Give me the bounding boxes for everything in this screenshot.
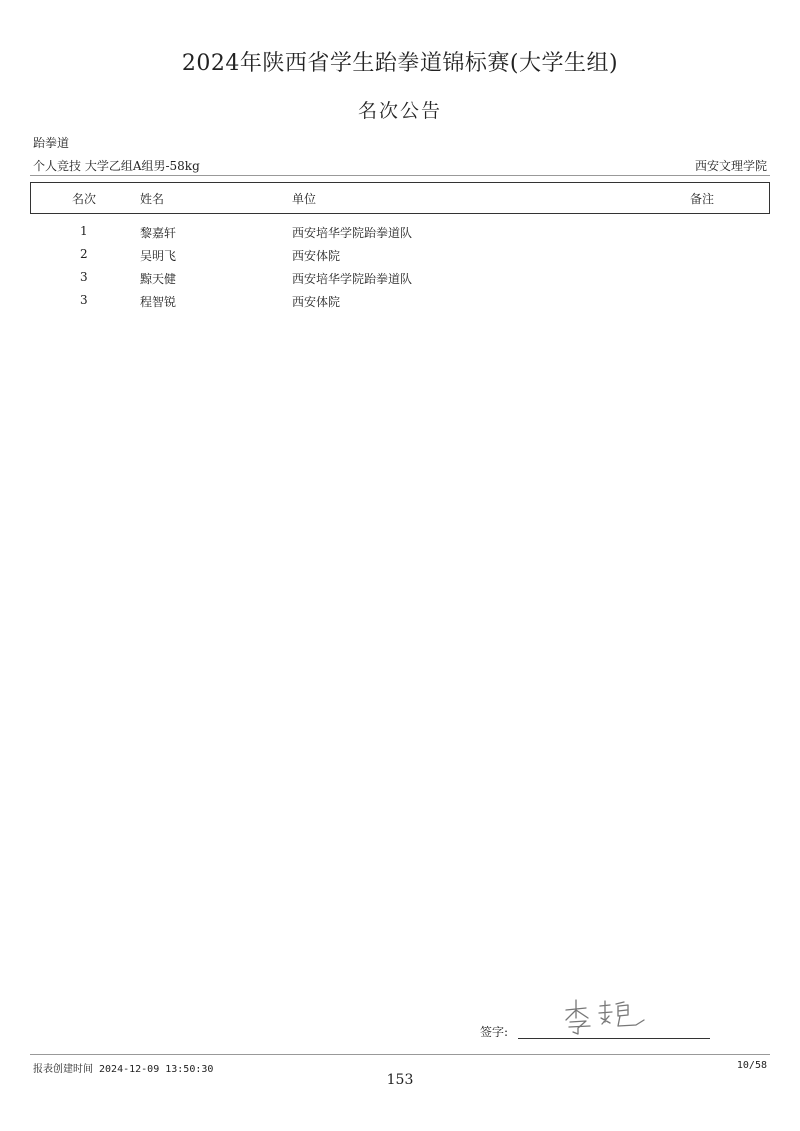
row-2-name: 吴明飞 [140,249,177,263]
column-header-note: 备注 [690,192,715,206]
page-count: 10/58 [736,1060,767,1071]
column-header-rank: 名次 [72,192,97,206]
row-3-name: 黥天健 [140,272,177,286]
signature-line [518,1038,710,1039]
row-4-name: 程智锐 [140,295,177,309]
row-2-unit: 西安体院 [292,249,341,263]
signature-label: 签字: [480,1025,509,1039]
venue-label: 西安文理学院 [694,159,767,173]
row-1-unit: 西安培华学院跆拳道队 [292,226,413,240]
row-3-rank: 3 [80,270,88,284]
column-header-unit: 单位 [292,192,317,206]
column-header-name: 姓名 [140,192,165,206]
document-subtitle: 名次公告 [357,100,442,122]
event-label: 个人竞技 大学乙组A组男-58kg [33,159,200,173]
report-created-time: 报表创建时间 2024-12-09 13:50:30 [33,1064,214,1075]
sport-label: 跆拳道 [33,136,70,150]
row-1-rank: 1 [80,224,88,238]
document-title: 2024年陕西省学生跆拳道锦标赛(大学生组) [181,51,619,76]
handwritten-signature [560,996,650,1036]
row-4-rank: 3 [80,293,88,307]
footer-divider [30,1054,770,1055]
page-number: 153 [386,1072,414,1088]
row-1-name: 黎嘉轩 [140,226,177,240]
header-divider [30,175,770,176]
row-2-rank: 2 [80,247,88,261]
row-4-unit: 西安体院 [292,295,341,309]
row-3-unit: 西安培华学院跆拳道队 [292,272,413,286]
